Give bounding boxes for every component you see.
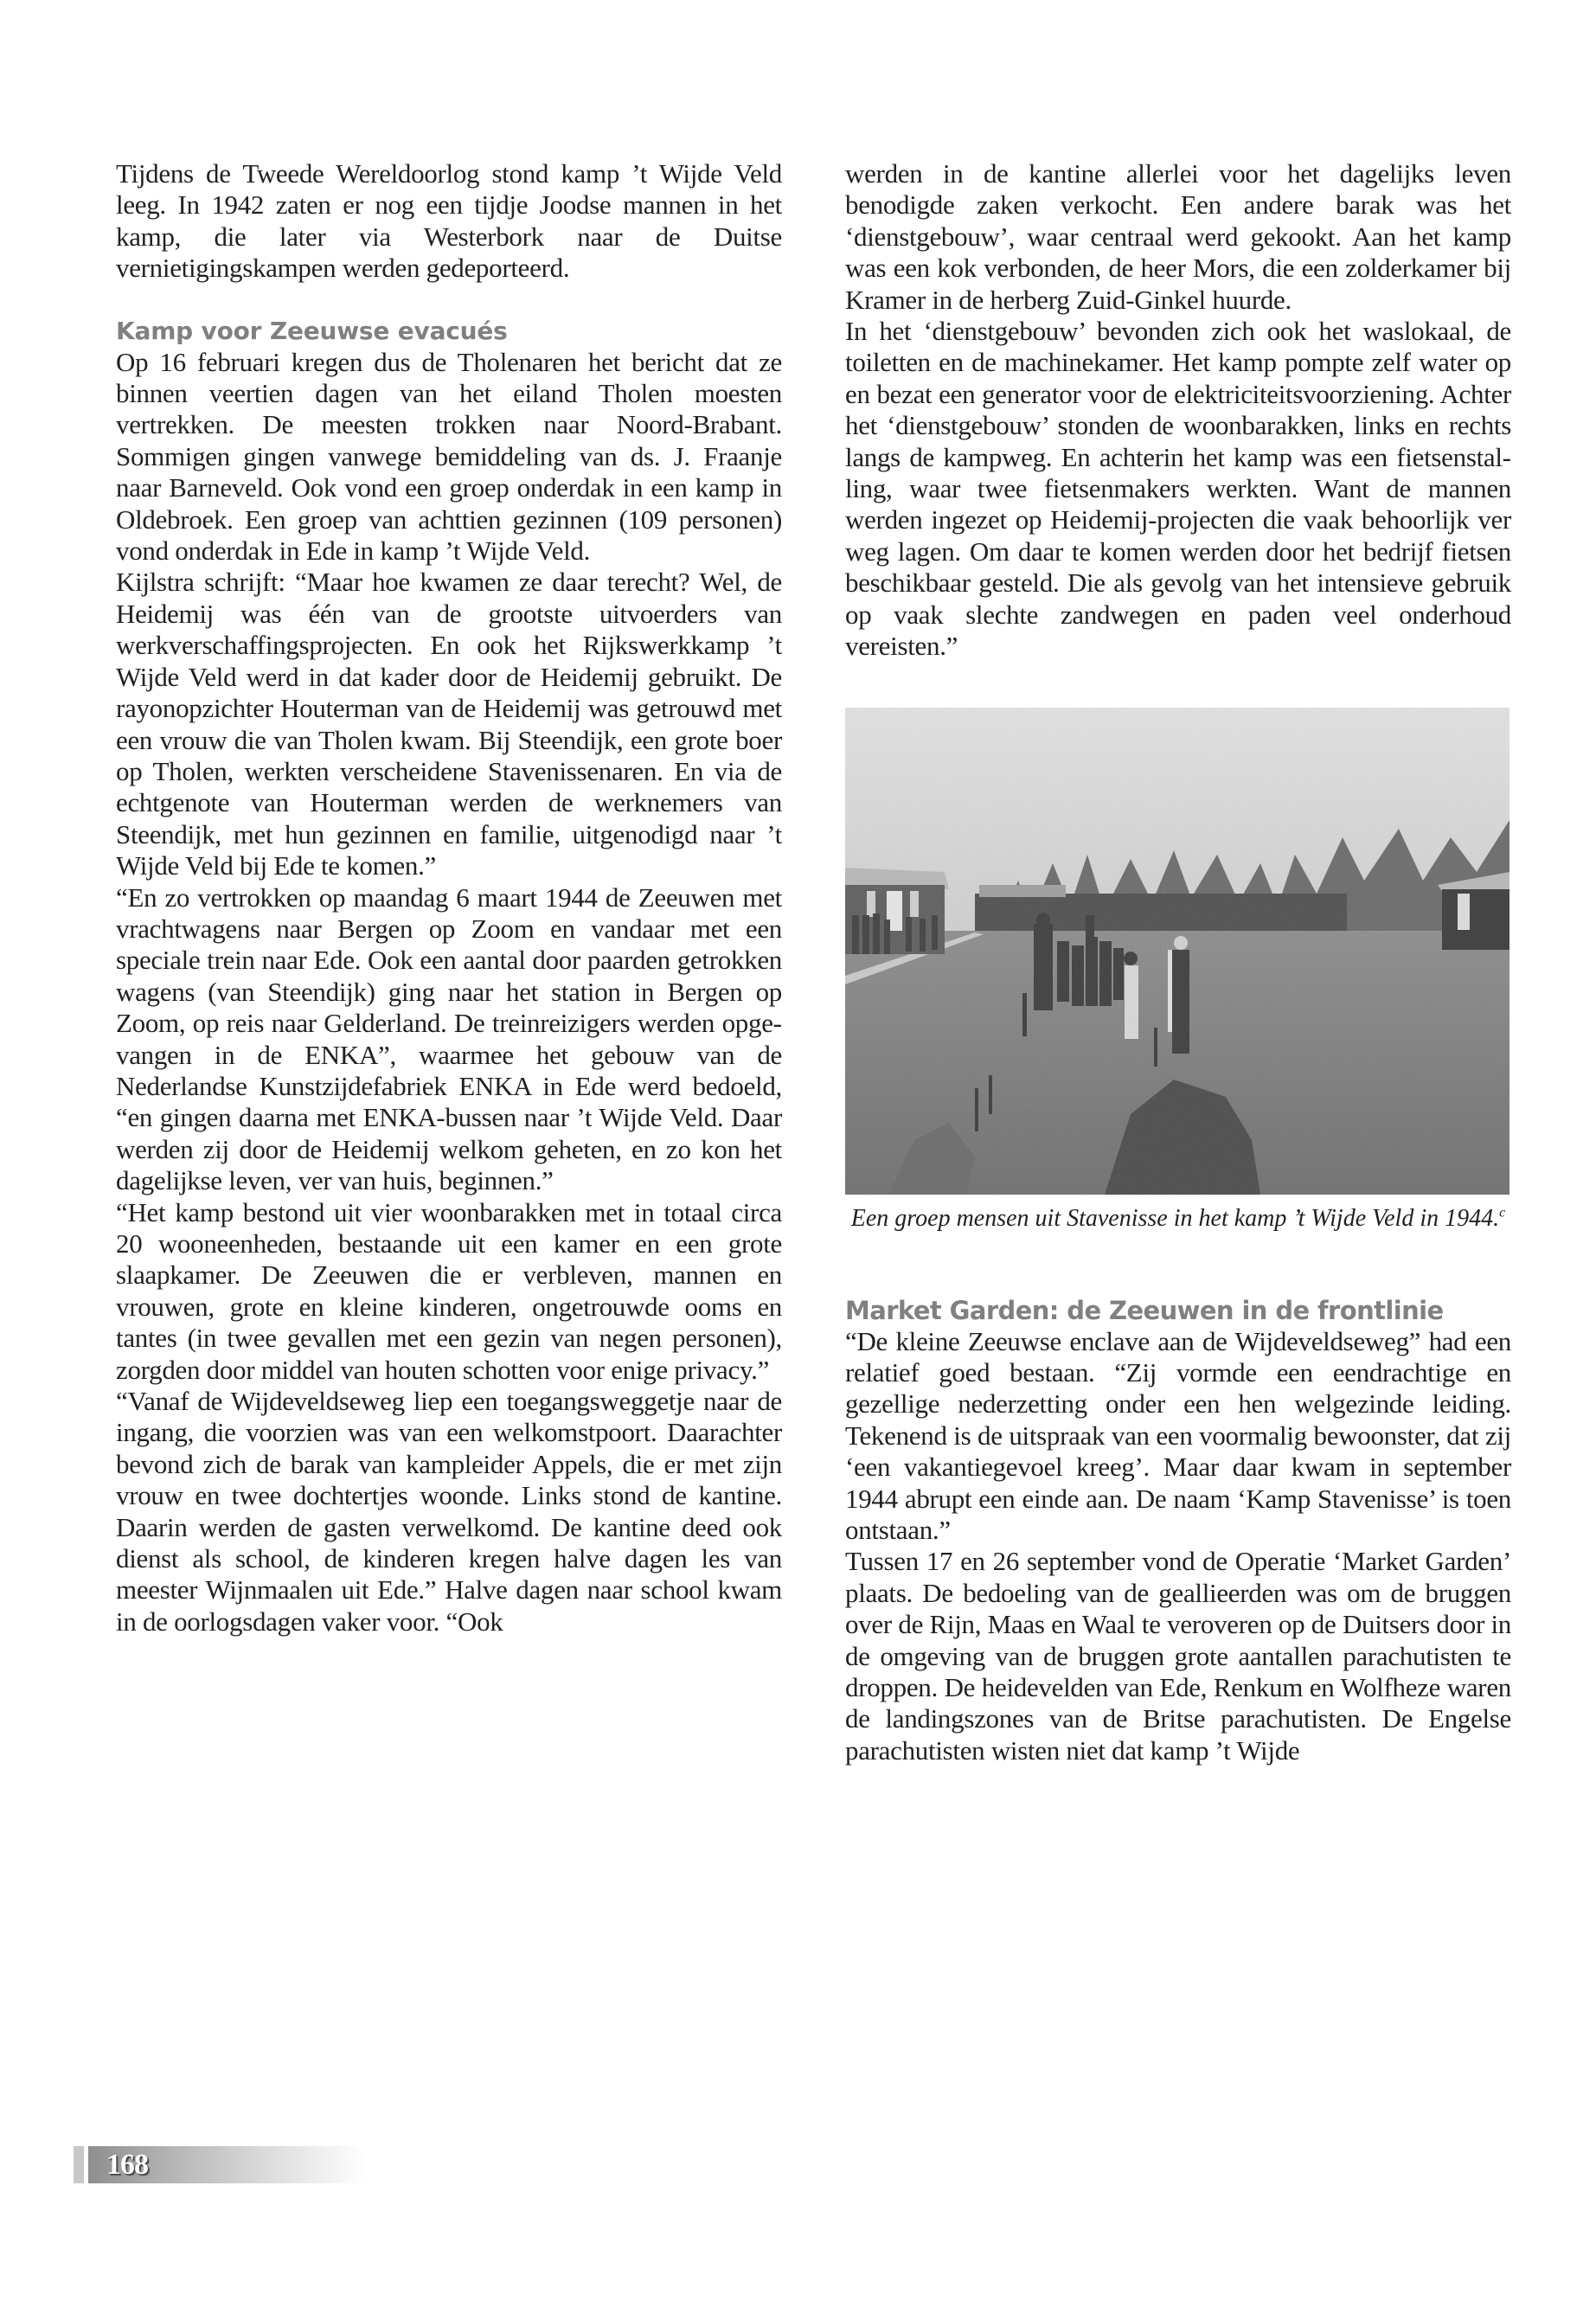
body-paragraph: “En zo vertrokken op maandag 6 maart 1944 de Zeeuwen met vrachtwagens naar Bergen op Zoom en vandaar met een speciale trein naar Ede. Ook een aantal door paarden getrokken wagens (van Steendijk) ging naar het station in Bergen op Zoom, op reis naar Gelderland. De treinreizigers werden opgevangen in de ENKA”, waarmee het gebouw van de Nederlandse Kunstzijdefabriek ENKA in Ede werd bedoeld, “en gingen daarna met ENKA-bussen naar ’t Wijde Veld. Daar werden zij door de Heidemij welkom geheten, en zo kon het dagelijkse leven, ver van huis, beginnen.” [116,881,782,1196]
figure-camp-photo [845,708,1511,1234]
spacer [845,1234,1511,1295]
caption-text: Een groep mensen uit Stavenisse in het kamp ’t Wijde Veld in 1944. [850,1204,1500,1232]
right-column [845,158,1511,1766]
section-heading-market-garden: Market Garden: de Zeeuwen in de frontlinie [845,1295,1444,1325]
camp-photo [845,708,1509,1195]
body-paragraph: “Het kamp bestond uit vier woonbarakken met in totaal circa 20 wooneenheden, bestaande uit een kamer en een grote slaapkamer. De Zeeuwen die er verbleven, mannen en vrouwen, grote en kleine kinderen, ongetrouwde ooms en tantes (in twee gevallen met een gezin van negen personen), zorgden door middel van houten schotten voor enige privacy.” [116,1196,782,1385]
footer-tick-decoration [74,2146,84,2183]
body-paragraph: werden in de kantine allerlei voor het dagelijks leven benodigde zaken verkocht. Een andere barak was het ‘dienstgebouw’, waar centraal werd gekookt. Aan het kamp was een kok verbonden, de heer Mors, die een zolderkamer bij Kramer in de herberg Zuid-Ginkel huurde. [845,158,1511,315]
photo-caption [845,1203,1511,1234]
body-paragraph: Tussen 17 en 26 september vond de Operatie ‘Market Garden’ plaats. De bedoeling van de geallieerden was om de bruggen over de Rijn, Maas en Waal te veroveren op de Duitsers door in de omgeving van de bruggen grote aantallen parachutisten te droppen. De heidevelden van Ede, Renkum en Wolfheze waren de landingszones van de Britse parachutisten. De Engelse parachutisten wisten niet dat kamp ’t Wijde [845,1546,1511,1766]
page-number: 168 [106,2149,148,2181]
section-heading-kamp-voor-zeeuwse-evacues: Kamp voor Zeeuwse evacués [116,316,508,345]
caption-footnote-marker: c [1499,1205,1506,1221]
body-paragraph: “Vanaf de Wijdeveldseweg liep een toegangsweggetje naar de ingang, die voorzien was van een welkomstpoort. Daarachter bevond zich de barak van kampleider Appels, die er met zijn vrouw en twee dochtertjes woonde. Links stond de kantine. Daarin werden de gasten verwelkomd. De kantine deed ook dienst als school, de kinderen kregen halve dagen les van meester Wijnmaalen uit Ede.” Halve dagen naar school kwam in de oorlogsdagen vaker voor. “Ook [116,1386,782,1637]
body-paragraph: In het ‘dienstgebouw’ bevonden zich ook het waslokaal, de toiletten en de machinekamer. Het kamp pompte zelf water op en bezat een generator voor de elektriciteitsvoorziening. Achter het ‘dienstgebouw’ stonden de woonbarakken, links en rechts langs de kampweg. En achterin het kamp was een fietsenstalling, waar twee fietsenmakers werkten. Want de mannen werden ingezet op Heidemij-projecten die vaak behoorlijk ver weg lagen. Om daar te komen werden door het bedrijf fietsen beschikbaar gesteld. Die als gevolg van het intensieve gebruik op vaak slechte zandwegen en paden veel onderhoud vereisten.” [845,316,1511,662]
body-paragraph: Kijlstra schrijft: “Maar hoe kwamen ze daar terecht? Wel, de Heidemij was één van de grootste uitvoerders van werkverschaffingsprojecten. En ook het Rijkswerkkamp ’t Wijde Veld werd in dat kader door de Heidemij gebruikt. De rayonopzichter Houterman van de Heidemij was getrouwd met een vrouw die van Tholen kwam. Bij Steendijk, een grote boer op Tholen, werkten verscheidene Stavenissenaren. En via de echtgenote van Houterman werden de werknemers van Steendijk, met hun gezinnen en familie, uitgenodigd naar ’t Wijde Veld bij Ede te komen.” [116,567,782,881]
body-paragraph: “De kleine Zeeuwse enclave aan de Wijdeveldseweg” had een relatief goed bestaan. “Zij vormde een eendrachtige en gezellige nederzetting onder een hen welgezinde leiding. Tekenend is de uitspraak van een voormalig bewoonster, dat zij ‘een vakantiegevoel kreeg’. Maar daar kwam in september 1944 abrupt een einde aan. De naam ‘Kamp Stavenisse’ is toen ontstaan.” [845,1325,1511,1545]
body-paragraph: Op 16 februari kregen dus de Tholenaren het bericht dat ze binnen veertien dagen van het eiland Tholen moesten vertrekken. De meesten trokken naar Noord-Brabant. Sommigen gingen vanwege bemiddeling van ds. J. Fraanje naar Barneveld. Ook vond een groep onderdak in een kamp in Oldebroek. Een groep van achttien gezinnen (109 personen) vond onderdak in Ede in kamp ’t Wijde Veld. [116,346,782,567]
left-column [116,158,782,1638]
page-footer [74,2146,368,2183]
intro-paragraph: Tijdens de Tweede Wereldoorlog stond kamp ’t Wijde Veld leeg. In 1942 zaten er nog een tijdje Joodse mannen in het kamp, die later via Westerbork naar de Duitse vernietigingskampen werden gedeporteerd. [116,158,782,284]
